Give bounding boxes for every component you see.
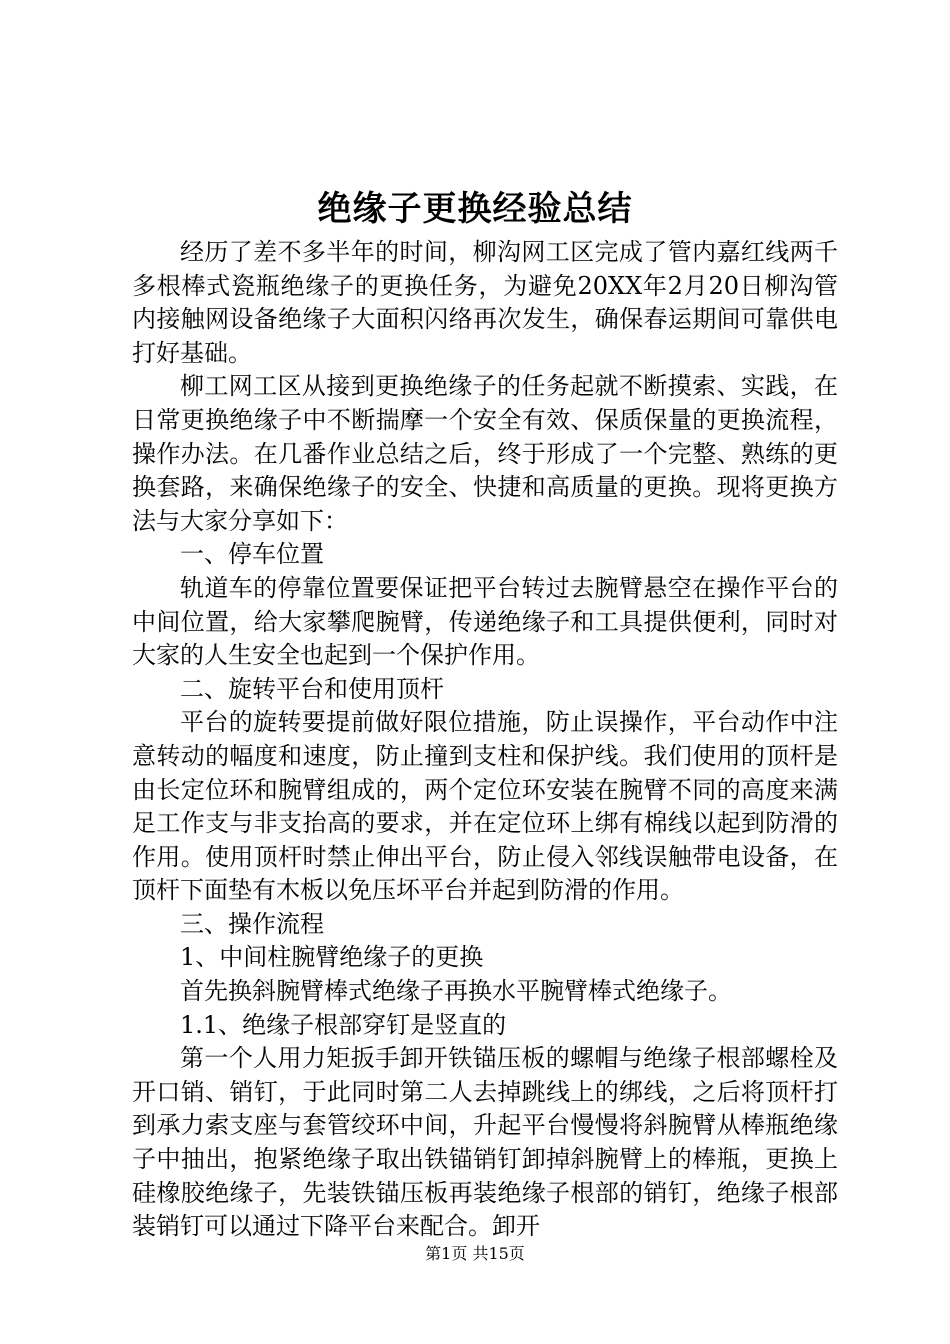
paragraph-intro-1: 经历了差不多半年的时间，柳沟网工区完成了管内嘉红线两千多根棒式瓷瓶绝缘子的更换任务，为避免20XX年2月20日柳沟管内接触网设备绝缘子大面积闪络再次发生，确保春运期间可靠供电打好基础。 [132,238,838,367]
paragraph-intro-2: 柳工网工区从接到更换绝缘子的任务起就不断摸索、实践，在日常更换绝缘子中不断揣摩一个安全有效、保质保量的更换流程，操作办法。在几番作业总结之后，终于形成了一个完整、熟练的更换套路，来确保绝缘子的安全、快捷和高质量的更换。现将更换方法与大家分享如下： [132,372,838,535]
page-footer: 第1页 共15页 [425,1244,525,1263]
section-heading-platform: 二、旋转平台和使用顶杆 [180,674,444,703]
document-body [132,236,838,1244]
paragraph-steps: 第一个人用力矩扳手卸开铁锚压板的螺帽与绝缘子根部螺栓及开口销、销钉，于此同时第二人去掉跳线上的绑线，之后将顶杆打到承力索支座与套管绞环中间，升起平台慢慢将斜腕臂从棒瓶绝缘子中抽出，抱紧绝缘子取出铁锚销钉卸掉斜腕臂上的棒瓶，更换上硅橡胶绝缘子，先装铁锚压板再装绝缘子根部的销钉，绝缘子根部装销钉可以通过下降平台来配合。卸开 [132,1044,838,1241]
section-heading-procedure: 三、操作流程 [180,909,324,938]
subsection-heading-vertical-pin: 1.1、绝缘子根部穿钉是竖直的 [180,1010,507,1039]
paragraph-platform: 平台的旋转要提前做好限位措施，防止误操作，平台动作中注意转动的幅度和速度，防止撞到支柱和保护线。我们使用的顶杆是由长定位环和腕臂组成的，两个定位环安装在腕臂不同的高度来满足工作支与非支抬高的要求，并在定位环上绑有棉线以起到防滑的作用。使用顶杆时禁止伸出平台，防止侵入邻线误触带电设备，在顶杆下面垫有木板以免压坏平台并起到防滑的作用。 [132,708,838,905]
paragraph-order: 首先换斜腕臂棒式绝缘子再换水平腕臂棒式绝缘子。 [180,977,732,1006]
section-heading-parking: 一、停车位置 [180,540,324,569]
subsection-heading-middle-pole: 1、中间柱腕臂绝缘子的更换 [180,943,484,972]
document-title: 绝缘子更换经验总结 [317,189,633,229]
paragraph-parking: 轨道车的停靠位置要保证把平台转过去腕臂悬空在操作平台的中间位置，给大家攀爬腕臂，传递绝缘子和工具提供便利，同时对大家的人生安全也起到一个保护作用。 [132,573,838,670]
